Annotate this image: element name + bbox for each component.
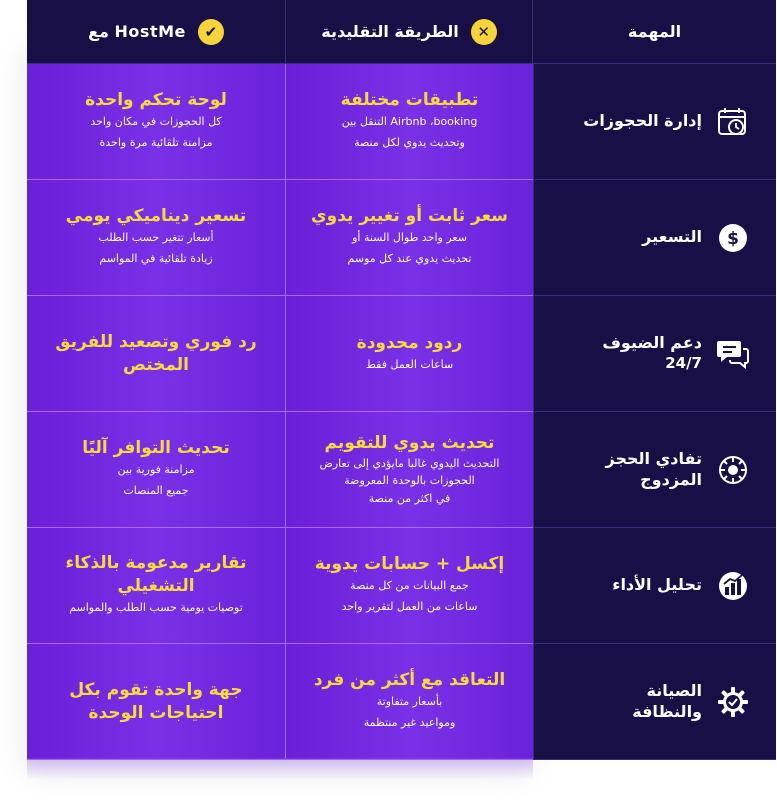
header-traditional — [286, 0, 533, 64]
hostme-title: تسعير ديناميكي يومي — [65, 206, 247, 227]
task-cell-pricing — [533, 180, 776, 296]
hostme-line: جميع المنصات — [123, 483, 189, 497]
header-hostme-label: مع HostMe — [88, 22, 186, 41]
svg-text:$: $ — [727, 228, 739, 249]
traditional-line: التنقل بين Airbnb ،booking — [341, 115, 478, 129]
task-cell-support — [533, 296, 776, 412]
traditional-line: التحديث اليدوي غالبا مايؤدي إلى تعارض — [319, 456, 500, 470]
hostme-title: جهة واحدة تقوم بكل احتياجات الوحدة — [69, 679, 243, 723]
traditional-title: تطبيقات مختلفة — [340, 90, 479, 111]
comparison-table — [27, 0, 776, 760]
traditional-line: سعر واحد طوال السنة أو — [352, 231, 467, 245]
traditional-line: جمع البيانات من كل منصة — [350, 579, 469, 593]
hostme-line: كل الحجوزات في مكان واحد — [90, 115, 222, 129]
task-cell-maintenance — [533, 644, 776, 760]
hostme-line: أسعار تتغير حسب الطلب — [98, 231, 214, 245]
calendar-clock-icon — [716, 105, 750, 139]
traditional-line: ساعات العمل فقط — [365, 357, 454, 371]
header-task — [533, 0, 776, 64]
task-label-main: دعم الضيوف — [602, 333, 702, 353]
traditional-cell-maintenance — [286, 644, 533, 760]
hostme-line: زيادة تلقائية في المواسم — [99, 251, 213, 265]
traditional-title: إكسل + حسابات يدوية — [314, 554, 505, 575]
hostme-cell-support — [27, 296, 286, 412]
task-label: تفادي الحجز المزدوج — [605, 448, 702, 489]
task-label — [602, 333, 702, 373]
hostme-line: مزامنة فورية بين — [117, 463, 195, 477]
chat-bubbles-icon — [716, 337, 750, 371]
traditional-cell-support — [286, 296, 533, 412]
hostme-cell-double-booking — [27, 412, 286, 528]
traditional-line: ساعات من العمل لتقرير واحد — [341, 599, 478, 613]
traditional-cell-double-booking — [286, 412, 533, 528]
task-label: الصيانة والنظافة — [632, 680, 702, 721]
bottom-glow — [27, 758, 533, 780]
task-label: التسعير — [642, 227, 702, 247]
traditional-line: تحديث يدوي عند كل موسم — [347, 251, 472, 265]
chart-gauge-icon — [716, 569, 750, 603]
traditional-cell-analytics — [286, 528, 533, 644]
header-task-label: المهمة — [627, 22, 682, 41]
hostme-title: تقارير مدعومة بالذكاء التشغيلي — [65, 553, 247, 597]
hostme-title: تحديث التوافر آليًا — [82, 438, 230, 459]
sync-shield-icon — [716, 453, 750, 487]
x-icon: ✕ — [471, 19, 497, 45]
header-hostme — [27, 0, 286, 64]
hostme-cell-booking — [27, 64, 286, 180]
traditional-line: الحجوزات بالوحدة المعروضة — [344, 474, 475, 488]
hostme-line: مزامنة تلقائية مرة واحدة — [99, 135, 213, 149]
traditional-line: بأسعار متفاوتة — [376, 695, 443, 709]
task-label-extra: 24/7 — [665, 354, 702, 373]
traditional-title: التعاقد مع أكثر من فرد — [313, 670, 506, 691]
hostme-cell-maintenance — [27, 644, 286, 760]
task-label: إدارة الحجوزات — [583, 111, 702, 131]
hostme-cell-analytics — [27, 528, 286, 644]
traditional-cell-booking — [286, 64, 533, 180]
gear-check-icon — [716, 685, 750, 719]
traditional-title: سعر ثابت أو تغيير يدوي — [311, 206, 508, 227]
hostme-cell-pricing — [27, 180, 286, 296]
task-cell-analytics — [533, 528, 776, 644]
traditional-line: ومواعيد غير منتظمة — [363, 715, 456, 729]
check-icon: ✔ — [198, 19, 224, 45]
traditional-title: ردود محدودة — [356, 332, 463, 353]
header-traditional-label: الطريقة التقليدية — [321, 22, 459, 41]
dollar-circle-icon — [716, 221, 750, 255]
hostme-line: توصيات يومية حسب الطلب والمواسم — [69, 600, 243, 614]
traditional-title: تحديث يدوي للتقويم — [324, 432, 495, 453]
traditional-line: وتحديث يدوي لكل منصة — [354, 135, 465, 149]
task-label: تحليل الأداء — [612, 575, 702, 595]
traditional-line: في اكثر من منصة — [368, 491, 451, 505]
hostme-title: رد فوري وتصعيد للفريق المختص — [55, 331, 257, 375]
task-cell-double-booking — [533, 412, 776, 528]
hostme-title: لوحة تحكم واحدة — [85, 90, 227, 111]
traditional-cell-pricing — [286, 180, 533, 296]
task-cell-booking — [533, 64, 776, 180]
